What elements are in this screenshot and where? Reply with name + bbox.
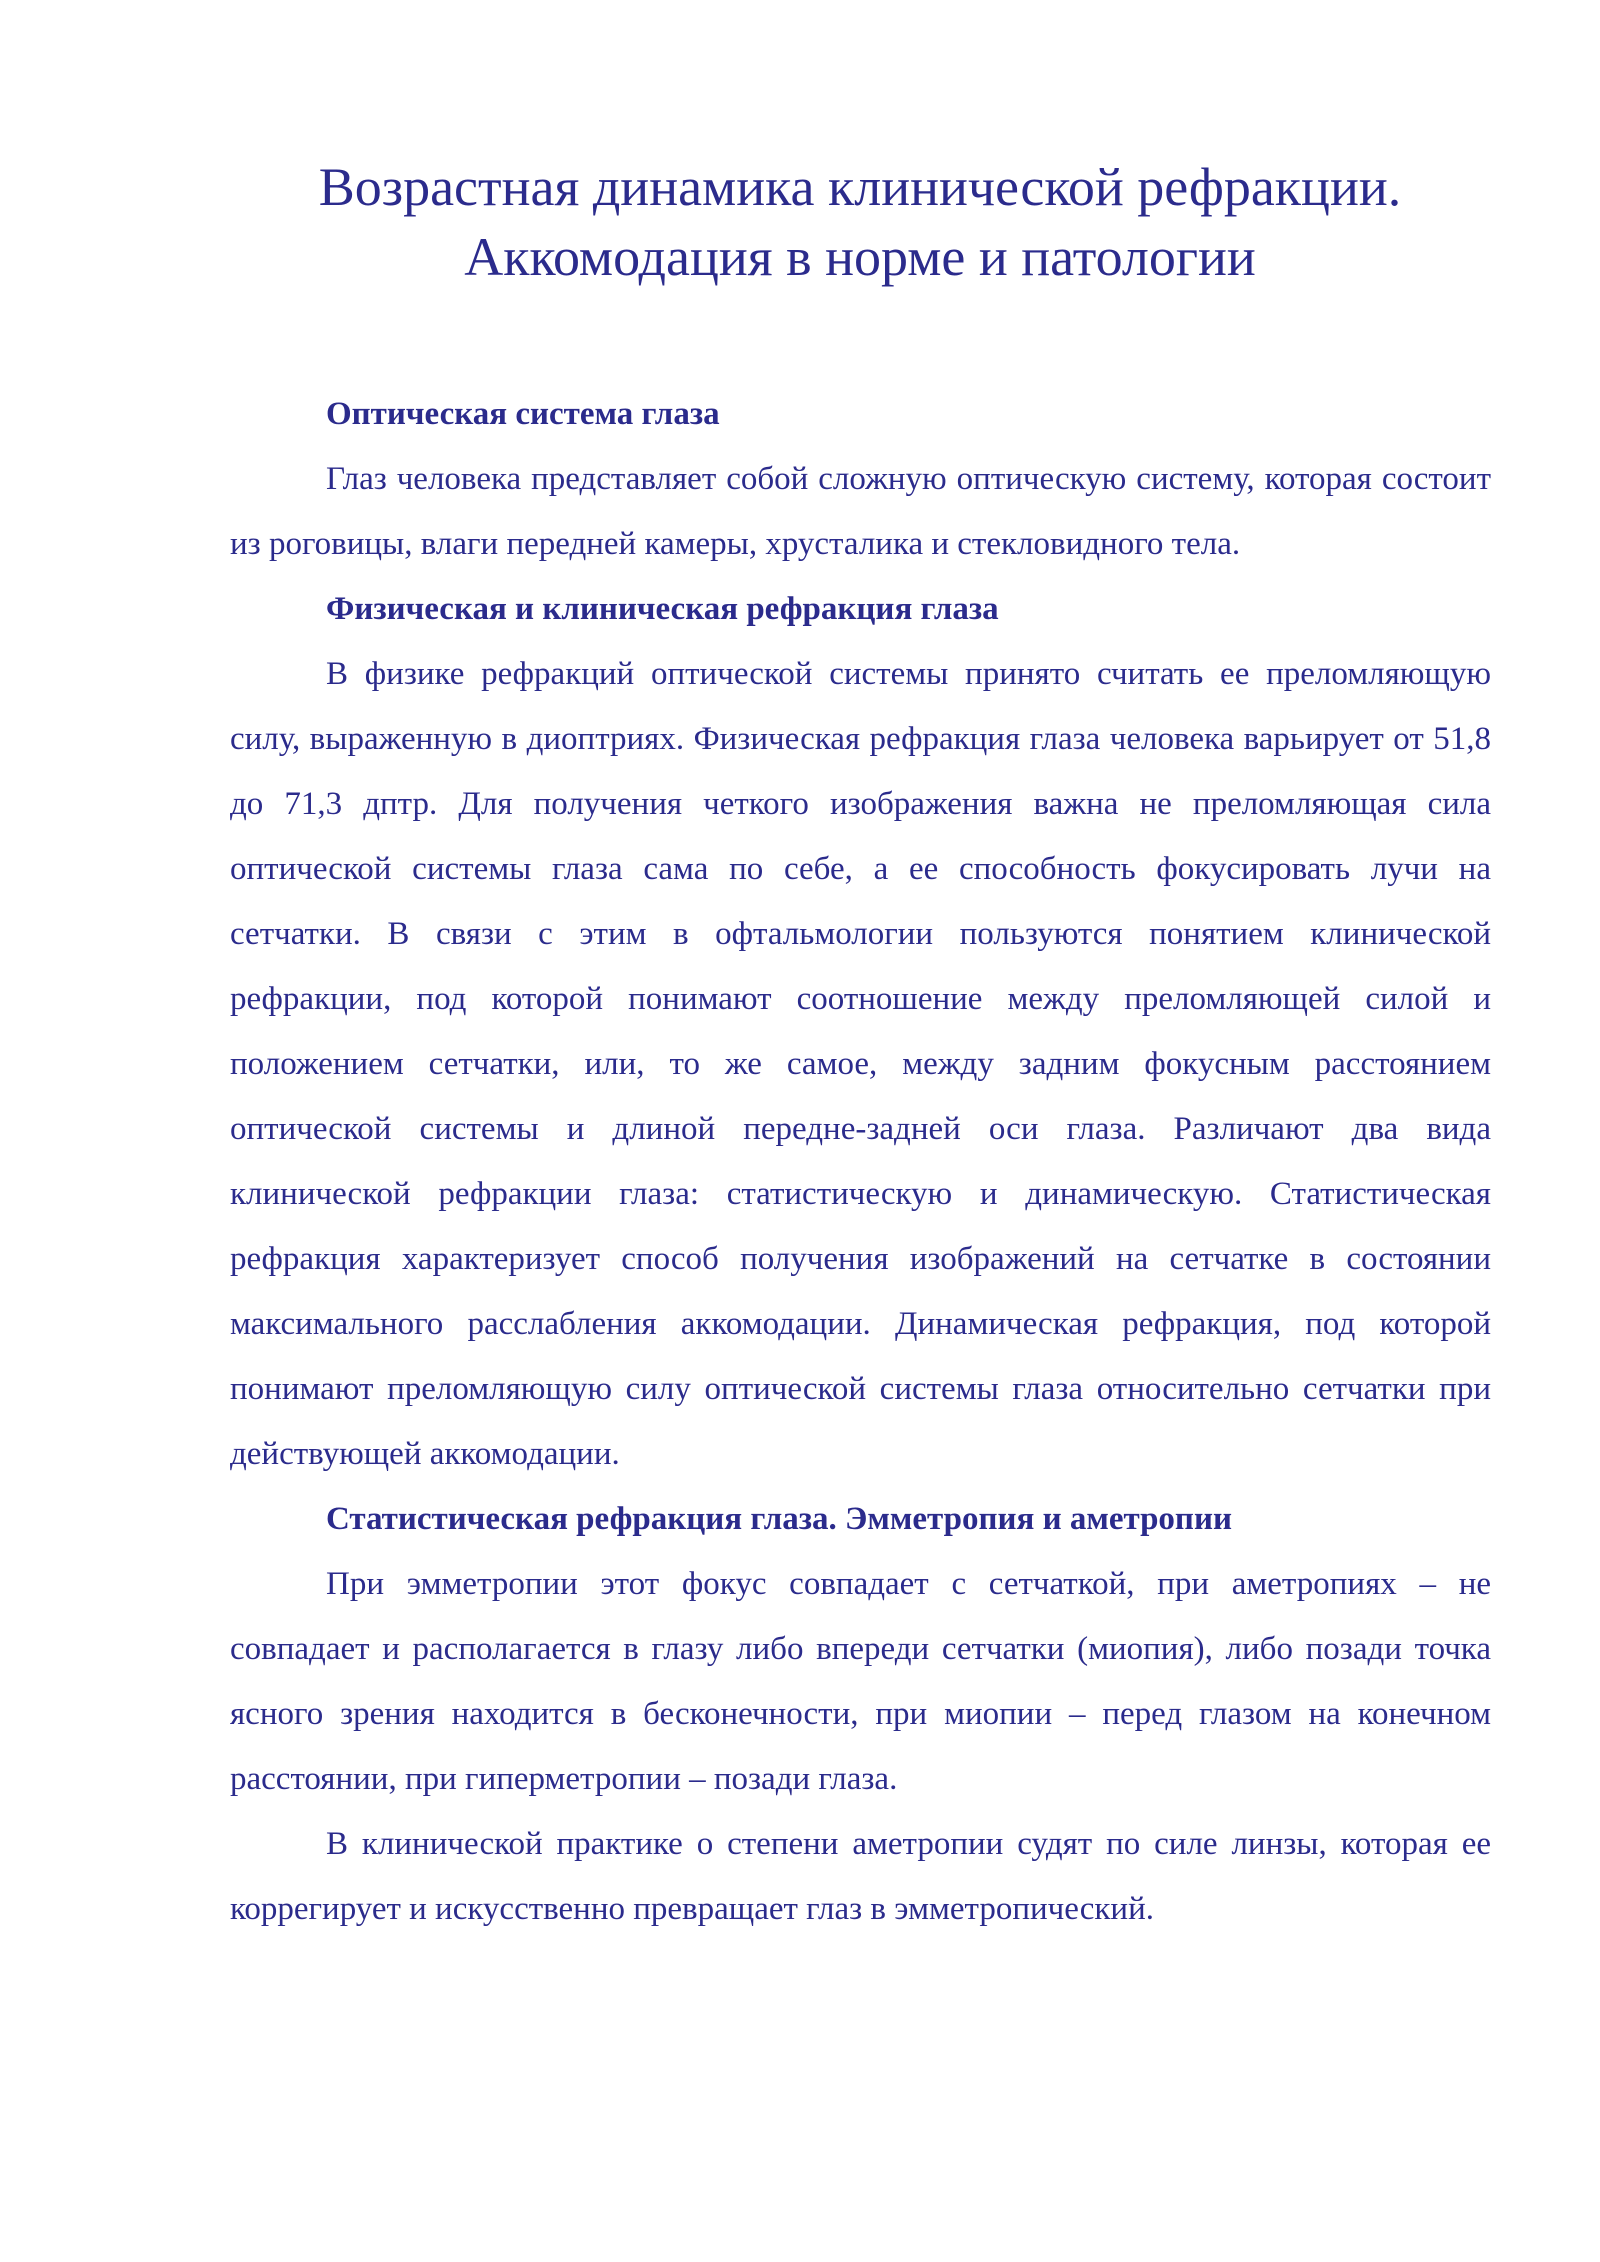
paragraph-emmetropia: При эмметропии этот фокус совпадает с сетчаткой, при аметропиях – не совпадает и располагается в глазу либо впереди сетчатки (миопия), либо позади точка ясного зрения находится в бесконечности, при миопии – перед глазом на конечном расстоянии, при гиперметропии – позади глаза.: [230, 1566, 1491, 1797]
paragraph-clinical-practice: В клинической практике о степени аметропии судят по силе линзы, которая ее коррегирует и искусственно превращает глаз в эмметропический.: [230, 1826, 1491, 1927]
paragraph-optical-system: Глаз человека представляет собой сложную оптическую систему, которая состоит из роговицы, влаги передней камеры, хрусталика и стекловидного тела.: [230, 461, 1491, 562]
section-heading-optical-system: Оптическая система глаза: [326, 396, 720, 432]
section-heading-refraction: Физическая и клиническая рефракция глаза: [326, 591, 999, 627]
paragraph-refraction: В физике рефракций оптической системы принято считать ее преломляющую силу, выраженную в диоптриях. Физическая рефракция глаза человека варьирует от 51,8 до 71,3 дптр. Для получения четкого изображения важна не преломляющая сила оптической системы глаза сама по себе, а ее способность фокусировать лучи на сетчатки. В связи с этим в офтальмологии пользуются понятием клинической рефракции, под которой понимают соотношение между преломляющей силой и положением сетчатки, или, то же самое, между задним фокусным расстоянием оптической системы и длиной передне-задней оси глаза. Различают два вида клинической рефракции глаза: статистическую и динамическую. Статистическая рефракция характеризует способ получения изображений на сетчатке в состоянии максимального расслабления аккомодации. Динамическая рефракция, под которой понимают преломляющую силу оптической системы глаза относительно сетчатки при действующей аккомодации.: [230, 656, 1491, 1472]
document-title-line-1: Возрастная динамика клинической рефракции.: [318, 157, 1402, 217]
document-title: [230, 152, 1490, 292]
section-heading-emmetropia: Статистическая рефракция глаза. Эмметропия и аметропии: [326, 1501, 1232, 1537]
document-title-line-2: Аккомодация в норме и патологии: [464, 227, 1256, 287]
document-body: [230, 382, 1491, 1942]
